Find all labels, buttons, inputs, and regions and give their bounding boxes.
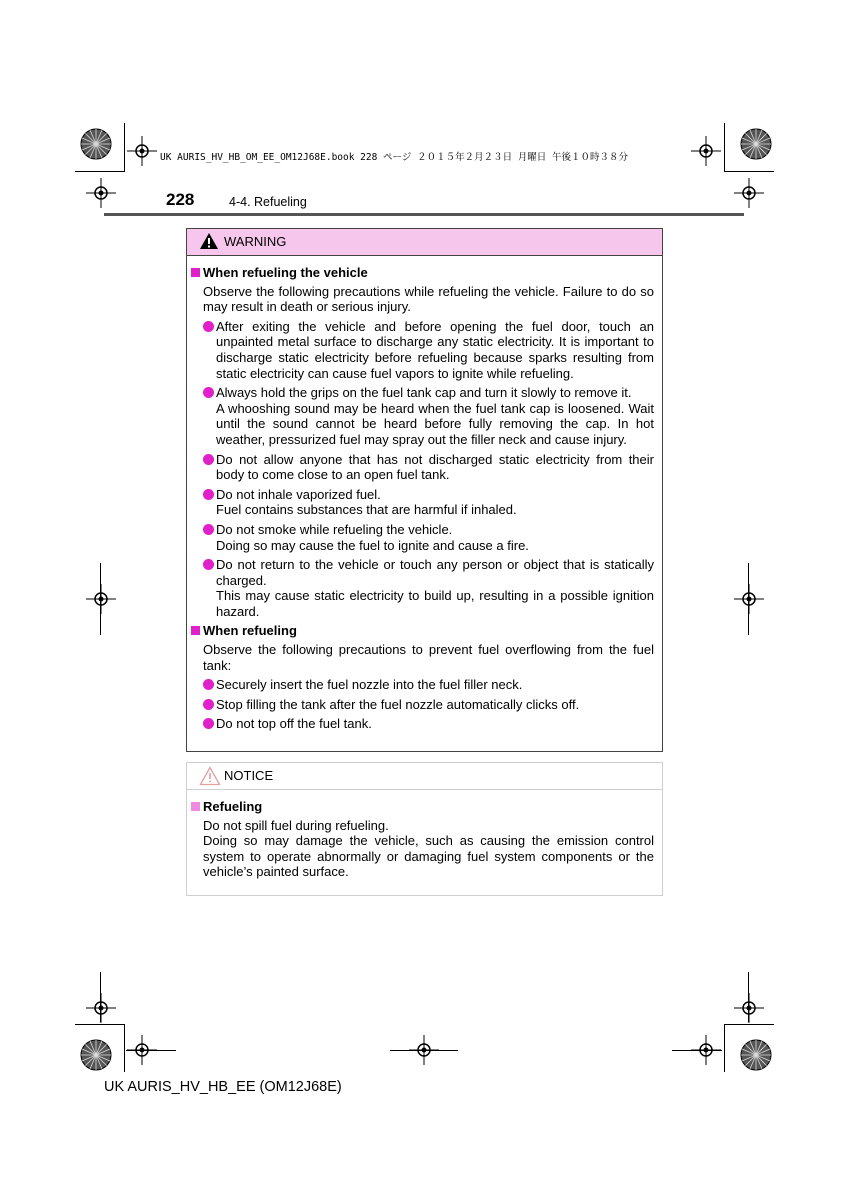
- list-item: Do not inhale vaporized fuel. Fuel contains substances that are harmful if inhaled.: [203, 487, 654, 518]
- list-item: Do not top off the fuel tank.: [203, 716, 654, 732]
- notice-label: NOTICE: [224, 768, 274, 783]
- list-item: After exiting the vehicle and before opening the fuel door, touch an unpainted metal surface to discharge any static electricity. It is important to discharge static electricity before refueling because sparks resulting from static electricity can cause fuel vapors to ignite while refueling.: [203, 319, 654, 381]
- sub-heading: When refueling the vehicle: [191, 265, 654, 281]
- crosshair-icon: [127, 136, 157, 166]
- bullet-dot-icon: [203, 387, 214, 398]
- bullet-dot-icon: [203, 524, 214, 535]
- crosshair-icon: [86, 993, 116, 1023]
- list-item: Securely insert the fuel nozzle into the fuel filler neck.: [203, 677, 654, 693]
- warning-label: WARNING: [224, 234, 287, 249]
- bullet-dot-icon: [203, 454, 214, 465]
- crosshair-icon: [734, 993, 764, 1023]
- sub-heading: When refueling: [191, 623, 654, 639]
- warning-box: [186, 228, 663, 752]
- paragraph: Observe the following precautions while refueling the vehicle. Failure to do so may result in death or serious injury.: [203, 283, 654, 315]
- list-item: Do not allow anyone that has not discharged static electricity from their body to come close to an open fuel tank.: [203, 452, 654, 483]
- crosshair-icon: [691, 136, 721, 166]
- crosshair-icon: [86, 584, 116, 614]
- warning-content: [191, 265, 654, 732]
- crosshair-icon: [734, 584, 764, 614]
- notice-header: [187, 763, 662, 790]
- registration-wheel-icon: [739, 127, 773, 161]
- page-number: 228: [166, 190, 195, 209]
- bullet-dot-icon: [203, 489, 214, 500]
- square-bullet-icon: [191, 268, 200, 277]
- notice-content: [191, 799, 654, 880]
- bullet-dot-icon: [203, 559, 214, 570]
- registration-wheel-icon: [739, 1038, 773, 1072]
- footer-model-code: UK AURIS_HV_HB_EE (OM12J68E): [104, 1079, 342, 1095]
- crosshair-icon: [734, 178, 764, 208]
- header-rule: [104, 213, 744, 216]
- warning-header: [187, 229, 662, 256]
- registration-wheel-icon: [79, 1038, 113, 1072]
- list-item: Stop filling the tank after the fuel nozzle automatically clicks off.: [203, 697, 654, 713]
- registration-wheel-icon: [79, 127, 113, 161]
- square-bullet-icon: [191, 802, 200, 811]
- bullet-dot-icon: [203, 679, 214, 690]
- list-item: Do not return to the vehicle or touch any person or object that is statically charged. This may cause static electricity to build up, resulting in a possible ignition hazard.: [203, 557, 654, 619]
- list-item: Do not smoke while refueling the vehicle. Doing so may cause the fuel to ignite and cause a fire.: [203, 522, 654, 553]
- paragraph: Do not spill fuel during refueling. Doing so may damage the vehicle, such as causing the emission control system to operate abnormally or damaging fuel system components or the vehicle’s painted surface.: [203, 817, 654, 880]
- print-info: UK AURIS_HV_HB_OM_EE_OM12J68E.book 228 ページ ２０１５年２月２３日 月曜日 午後１０時３８分: [160, 152, 629, 163]
- bullet-dot-icon: [203, 321, 214, 332]
- paragraph: Observe the following precautions to prevent fuel overflowing from the fuel tank:: [203, 642, 654, 673]
- sub-heading: Refueling: [191, 799, 654, 815]
- caution-triangle-icon: [199, 766, 221, 786]
- list-item: Always hold the grips on the fuel tank cap and turn it slowly to remove it. A whooshing sound may be heard when the fuel tank cap is loosened. Wait until the sound cannot be heard before fully removing the cap. In hot weather, pressurized fuel may spray out the filler neck and cause injury.: [203, 385, 654, 447]
- warning-triangle-icon: [199, 232, 219, 250]
- square-bullet-icon: [191, 626, 200, 635]
- bullet-dot-icon: [203, 718, 214, 729]
- crosshair-icon: [86, 178, 116, 208]
- bullet-dot-icon: [203, 699, 214, 710]
- notice-box: [186, 762, 663, 896]
- section-title: 4-4. Refueling: [229, 195, 307, 209]
